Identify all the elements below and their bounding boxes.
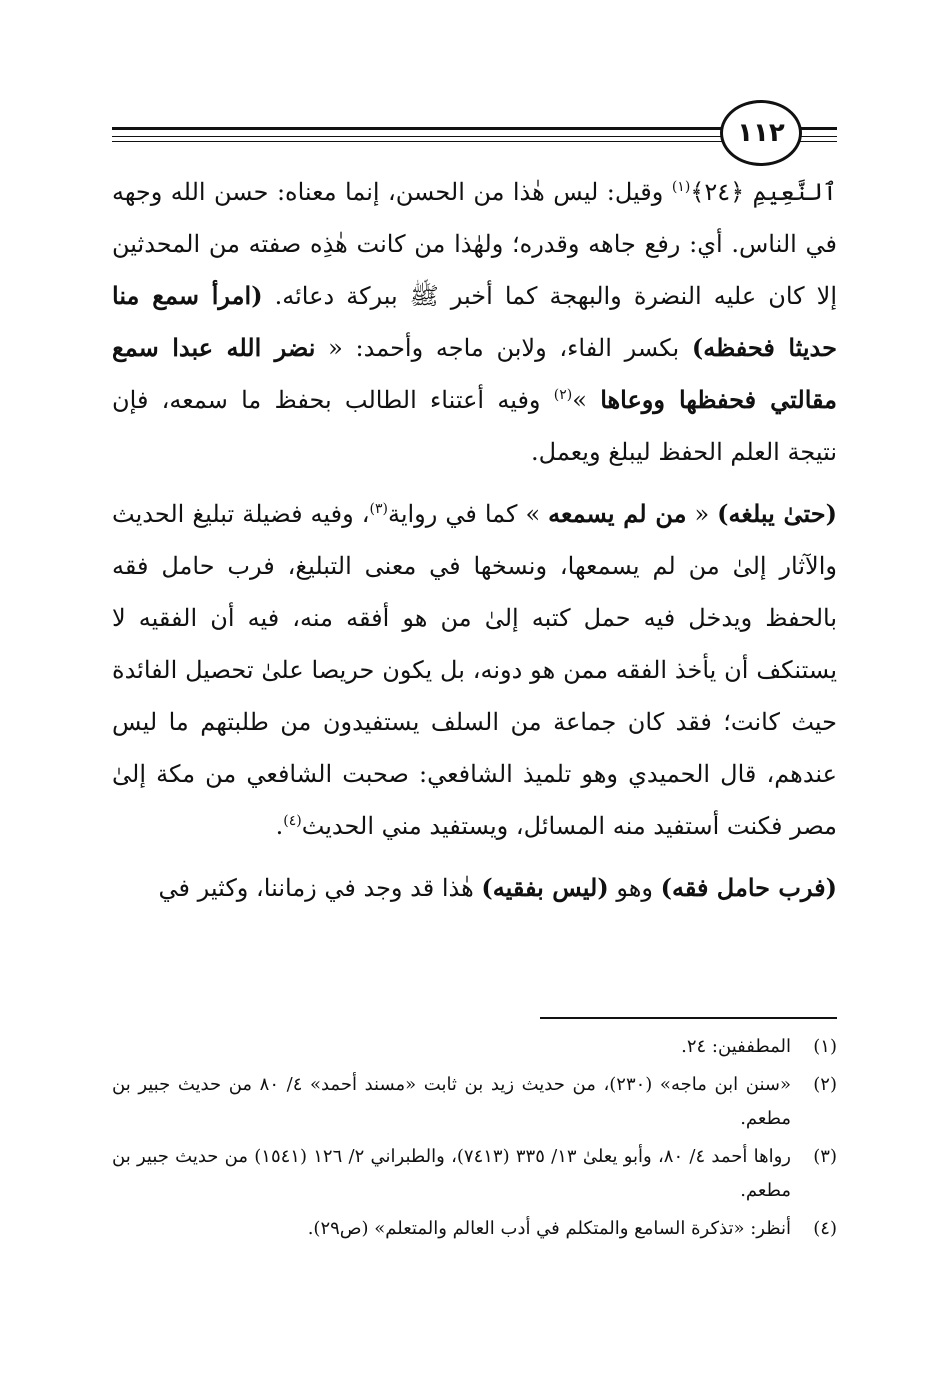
text-run: ٱلنَّعِيمِ ﴿٢٤﴾	[690, 178, 837, 206]
footnote	[112, 1212, 837, 1246]
footnote-number: (٢)	[813, 1074, 837, 1095]
footnote-ref: (٣)	[369, 501, 388, 517]
paragraph	[112, 166, 837, 478]
footnotes	[112, 1030, 837, 1250]
footnote-text: المطففين: ٢٤.	[681, 1036, 791, 1057]
footnote	[112, 1030, 837, 1064]
bold-text: (ليس بفقيه)	[481, 873, 609, 902]
footnote-ref: (١)	[671, 179, 691, 195]
text-run: .	[275, 812, 284, 840]
footnote-text: «سنن ابن ماجه» (٢٣٠)، من حديث زيد بن ثابت «مسند أحمد» ٤/ ٨٠ من حديث جبير بن مطعم.	[112, 1074, 791, 1129]
footnote-separator	[540, 1017, 837, 1019]
text-run: »	[572, 386, 601, 414]
paragraph	[112, 862, 837, 914]
footnote-ref: (٢)	[553, 387, 573, 403]
footnote	[112, 1140, 837, 1208]
footnote-number: (٤)	[813, 1218, 837, 1239]
footnote-text: أنظر: «تذكرة السامع والمتكلم في أدب العالم والمتعلم» (ص٢٩).	[307, 1218, 791, 1239]
bold-text: (فرب حامل فقه)	[660, 873, 837, 902]
main-text	[112, 166, 837, 924]
text-run: ، وفيه فضيلة تبليغ الحديث والآثار إلىٰ من لم يسمعها، ونسخها في معنى التبليغ، فرب حامل فقه بالحفظ ويدخل فيه حمل كتبه إلىٰ من هو أفقه منه، فيه أن الفقيه لا يستنكف أن يأخذ الفقه ممن هو دونه، بل يكون حريصا علىٰ تحصيل الفائدة حيث كانت؛ فقد كان جماعة من السلف يستفيدون من طلبتهم ما ليس عندهم، قال الحميدي وهو تلميذ الشافعي: صحبت الشافعي من مكة إلىٰ مصر فكنت أستفيد منه المسائل، ويستفيد مني الحديث	[112, 500, 837, 840]
bold-text: (حتىٰ يبلغه)	[717, 499, 837, 528]
footnote	[112, 1068, 837, 1136]
bold-text: نضر الله عبدا سمع مقالتي فحفظها ووعاها	[112, 333, 837, 414]
text-run: هٰذا قد وجد في زماننا، وكثير في	[158, 874, 482, 902]
footnote-ref: (٤)	[283, 813, 302, 829]
paragraph	[112, 488, 837, 852]
text-run: «	[686, 500, 718, 528]
text-run: وهو	[608, 874, 661, 902]
text-run: » كما في رواية	[387, 500, 549, 528]
text-run: وفيه أعتناء الطالب بحفظ ما سمعه، فإن نتيجة العلم الحفظ ليبلغ ويعمل.	[112, 386, 837, 466]
footnote-number: (٣)	[813, 1146, 837, 1167]
footnote-number: (١)	[813, 1036, 837, 1057]
text-run: بكسر الفاء، ولابن ماجه وأحمد: «	[315, 334, 692, 362]
footnote-text: رواها أحمد ٤/ ٨٠، وأبو يعلىٰ ١٣/ ٣٣٥ (٧٤١٣)، والطبراني ٢/ ١٢٦ (١٥٤١) من حديث جبير بن مطعم.	[112, 1146, 791, 1201]
page-number: ١١٢	[720, 100, 802, 166]
bold-text: (امرأ سمع منا حديثا فحفظه)	[112, 281, 837, 362]
bold-text: من لم يسمعه	[548, 499, 687, 528]
text-run: وقيل: ليس هٰذا من الحسن، إنما معناه: حسن الله وجهه في الناس. أي: رفع جاهه وقدره؛ ولهٰذا من كانت هٰذِه صفته من المحدثين إلا كان عليه النضرة والبهجة كما أخبر ﷺ ببركة دعائه.	[112, 178, 838, 310]
